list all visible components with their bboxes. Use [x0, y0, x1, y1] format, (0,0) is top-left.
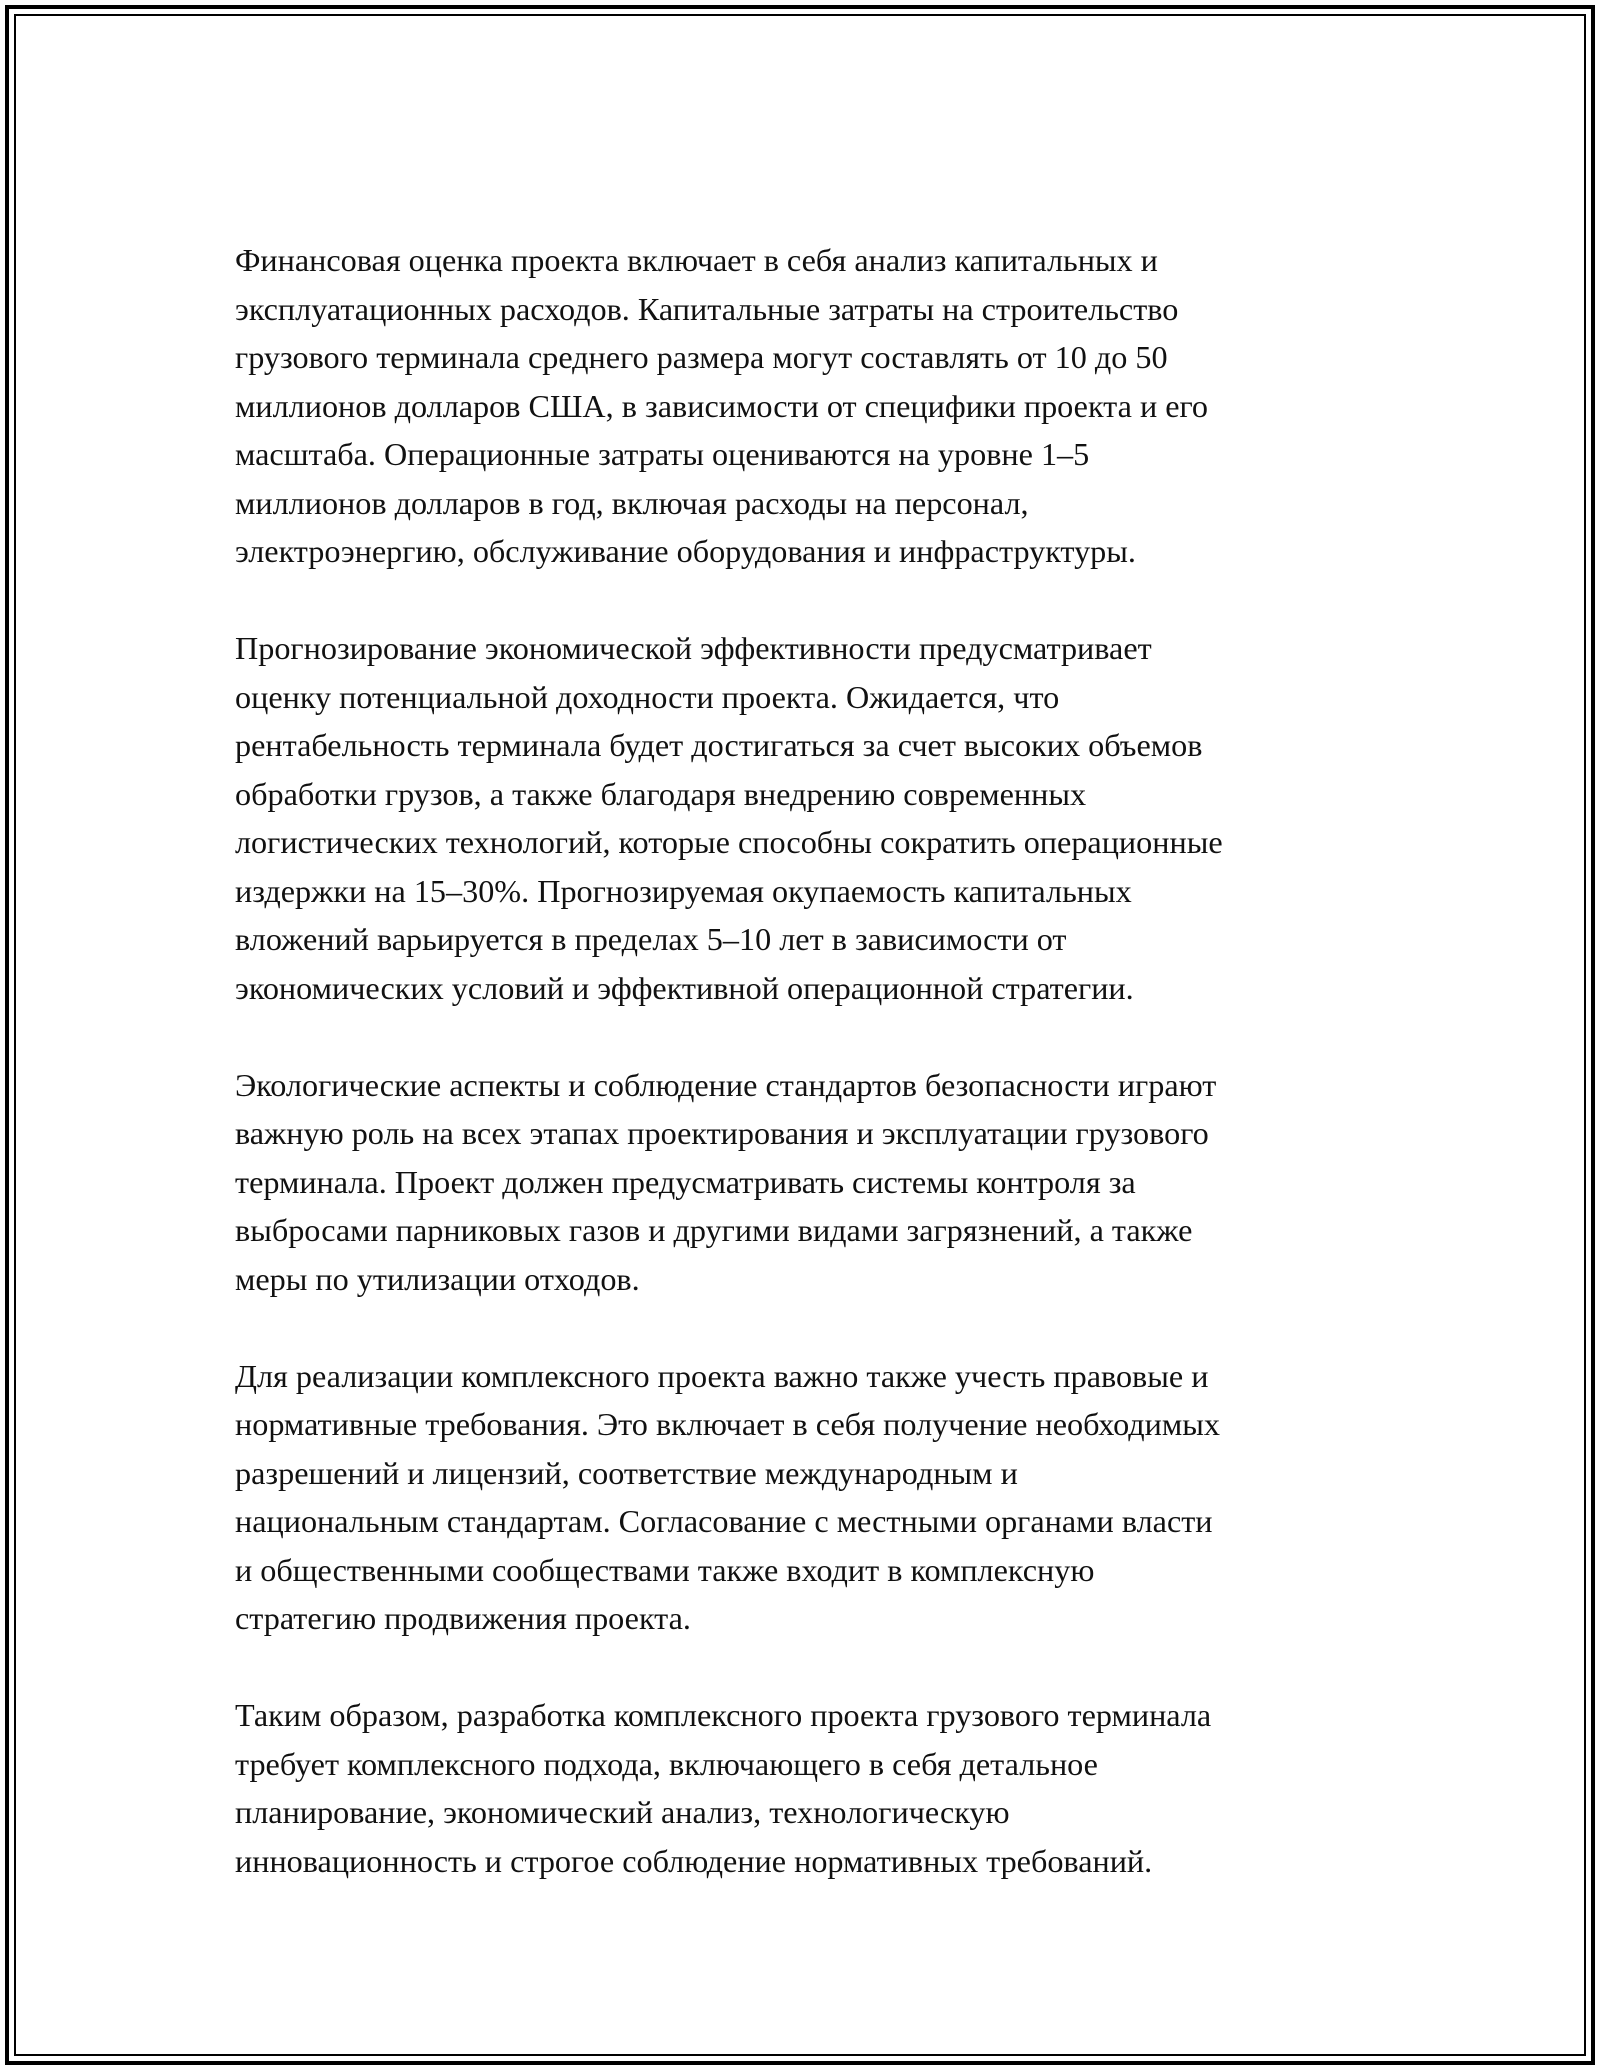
- text-line: Для реализации комплексного проекта важно также учесть правовые и: [235, 1357, 1209, 1394]
- text-line: меры по утилизации отходов.: [235, 1260, 640, 1297]
- text-line: стратегию продвижения проекта.: [235, 1600, 691, 1636]
- text-line: вложений варьируется в пределах 5–10 лет в зависимости от: [235, 921, 1067, 957]
- paragraph-ecology-safety: [235, 1061, 1375, 1304]
- text-line: важную роль на всех этапах проектирования и эксплуатации грузового: [235, 1115, 1209, 1151]
- text-line: планирование, экономический анализ, технологическую: [235, 1794, 1010, 1830]
- text-line: Таким образом, разработка комплексного проекта грузового терминала: [235, 1697, 1212, 1733]
- text-line: миллионов долларов в год, включая расходы на персонал,: [235, 484, 1029, 521]
- text-line: обработки грузов, а также благодаря внедрению современных: [235, 775, 1087, 812]
- text-line: масштаба. Операционные затраты оцениваются на уровне 1–5: [235, 436, 1090, 472]
- text-line: рентабельность терминала будет достигаться за счет высоких объемов: [235, 727, 1203, 763]
- text-line: Финансовая оценка проекта включает в себя анализ капитальных и: [235, 242, 1158, 278]
- text-line: экономических условий и эффективной операционной стратегии.: [235, 969, 1134, 1006]
- text-line: выбросами парниковых газов и другими видами загрязнений, а также: [235, 1212, 1193, 1248]
- text-line: грузового терминала среднего размера могут составлять от 10 до 50: [235, 339, 1168, 375]
- text-line: логистических технологий, которые способны сократить операционные: [235, 824, 1223, 860]
- text-line: Прогнозирование экономической эффективности предусматривает: [235, 630, 1152, 666]
- text-line: миллионов долларов США, в зависимости от специфики проекта и его: [235, 387, 1209, 424]
- text-line: эксплуатационных расходов. Капитальные затраты на строительство: [235, 290, 1179, 327]
- text-line: оценку потенциальной доходности проекта. Ожидается, что: [235, 678, 1060, 715]
- text-line: требует комплексного подхода, включающего в себя детальное: [235, 1745, 1098, 1782]
- paragraph-economic-forecast: [235, 624, 1375, 1012]
- text-line: терминала. Проект должен предусматривать системы контроля за: [235, 1163, 1136, 1200]
- paragraph-legal-requirements: [235, 1352, 1375, 1643]
- text-line: Экологические аспекты и соблюдение стандартов безопасности играют: [235, 1066, 1217, 1103]
- text-line: разрешений и лицензий, соответствие международным и: [235, 1454, 1018, 1491]
- text-line: издержки на 15–30%. Прогнозируемая окупаемость капитальных: [235, 872, 1132, 909]
- text-line: инновационность и строгое соблюдение нормативных требований.: [235, 1842, 1153, 1879]
- paragraph-financial-assessment: [235, 236, 1375, 576]
- text-line: национальным стандартам. Согласование с местными органами власти: [235, 1503, 1213, 1539]
- paragraph-conclusion: [235, 1691, 1375, 1885]
- text-line: нормативные требования. Это включает в себя получение необходимых: [235, 1406, 1220, 1442]
- text-line: электроэнергию, обслуживание оборудования и инфраструктуры.: [235, 533, 1136, 569]
- document-body: [235, 236, 1375, 1885]
- text-line: и общественными сообществами также входит в комплексную: [235, 1551, 1095, 1588]
